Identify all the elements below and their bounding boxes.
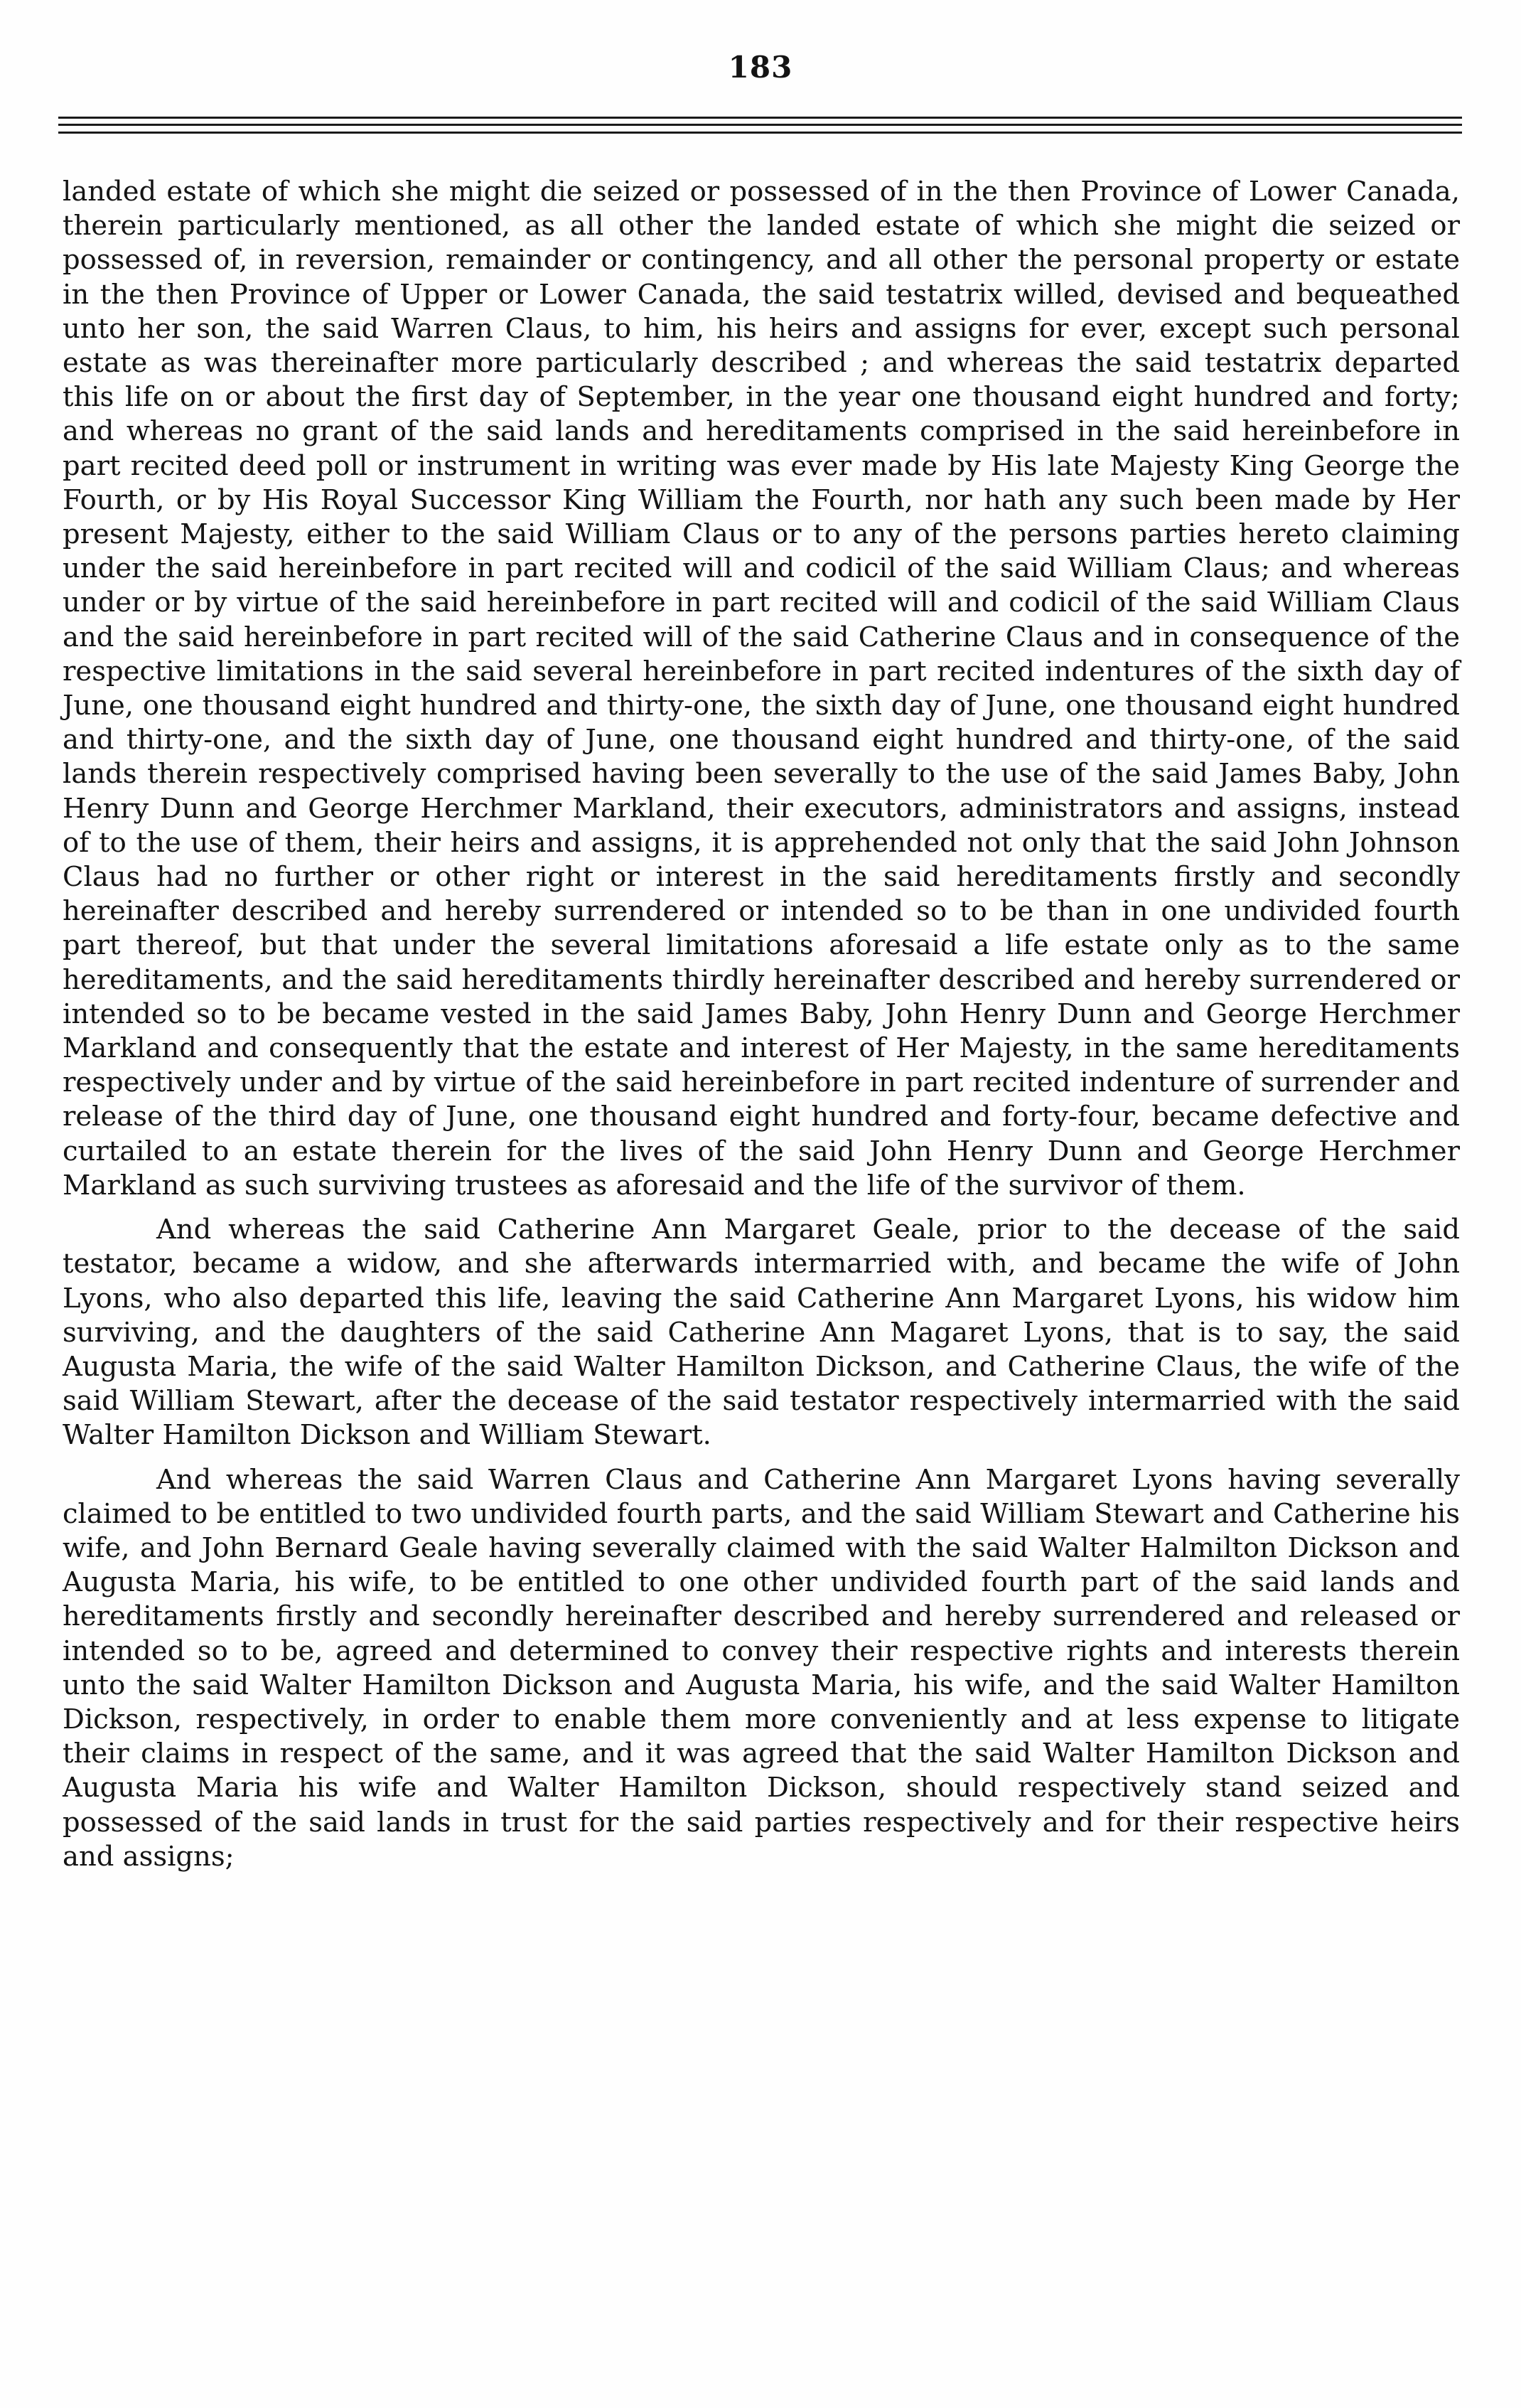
header-rule-middle (58, 124, 1462, 126)
header-rule-top (58, 117, 1462, 119)
paragraph-continued: landed estate of which she might die seized or possessed of in the then Province of Lower Canada, therein particularly mentioned, as all other the landed estate of which she might die seized or possessed of, in reversion, remainder or contingency, and all other the personal property or estate in the then Province of Upper or Lower Canada, the said testatrix willed, devised and bequeathed unto her son, the said Warren Claus, to him, his heirs and assigns for ever, except such personal estate as was thereinafter more particularly described ; and whereas the said testatrix departed this life on or about the first day of September, in the year one thousand eight hundred and forty; and whereas no grant of the said lands and hereditaments comprised in the said hereinbefore in part recited deed poll or instrument in writing was ever made by His late Majesty King George the Fourth, or by His Royal Successor King William the Fourth, nor hath any such been made by Her present Majesty, either to the said William Claus or to any of the persons parties hereto claiming under the said hereinbefore in part recited will and codicil of the said William Claus; and whereas under or by virtue of the said hereinbefore in part recited will and codicil of the said William Claus and the said hereinbefore in part recited will of the said Catherine Claus and in consequence of the respective limitations in the said several hereinbefore in part recited indentures of the sixth day of June, one thousand eight hundred and thirty-one, the sixth day of June, one thousand eight hundred and thirty-one, and the sixth day of June, one thousand eight hundred and thirty-one, of the said lands therein respectively comprised having been severally to the use of the said James Baby, John Henry Dunn and George Herchmer Markland, their executors, administrators and assigns, instead of to the use of them, their heirs and assigns, it is apprehended not only that the said John Johnson Claus had no further or other right or interest in the said hereditaments firstly and secondly hereinafter described and hereby surrendered or intended so to be than in one undivided fourth part thereof, but that under the several limitations aforesaid a life estate only as to the same hereditaments, and the said hereditaments thirdly hereinafter described and hereby surrendered or intended so to be became vested in the said James Baby, John Henry Dunn and George Herchmer Markland and consequently that the estate and interest of Her Majesty, in the same hereditaments respectively under and by virtue of the said hereinbefore in part recited indenture of surrender and release of the third day of June, one thousand eight hundred and forty-four, became defective and curtailed to an estate therein for the lives of the said John Henry Dunn and George Herchmer Markland as such surviving trustees as aforesaid and the life of the survivor of them. (63, 176, 1460, 1202)
paragraph: And whereas the said Catherine Ann Margaret Geale, prior to the decease of the said testator, became a widow, and she afterwards intermarried with, and became the wife of John Lyons, who also departed this life, leaving the said Catherine Ann Margaret Lyons, his widow him surviving, and the daughters of the said Catherine Ann Magaret Lyons, that is to say, the said Augusta Maria, the wife of the said Walter Hamilton Dickson, and Catherine Claus, the wife of the said William Stewart, after the decease of the said testator respectively intermarried with the said Walter Hamilton Dickson and William Stewart. (63, 1214, 1460, 1452)
paragraph: And whereas the said Warren Claus and Catherine Ann Margaret Lyons having severally claimed to be entitled to two undivided fourth parts, and the said William Stewart and Catherine his wife, and John Bernard Geale having severally claimed with the said Walter Halmilton Dickson and Augusta Maria, his wife, to be entitled to one other undivided fourth part of the said lands and hereditaments firstly and secondly hereinafter described and hereby surrendered and released or intended so to be, agreed and determined to convey their respective rights and interests therein unto the said Walter Hamilton Dickson and Augusta Maria, his wife, and the said Walter Hamilton Dickson, respectively, in order to enable them more conveniently and at less expense to litigate their claims in respect of the same, and it was agreed that the said Walter Hamilton Dickson and Augusta Maria his wife and Walter Hamilton Dickson, should respectively stand seized and possessed of the said lands in trust for the said parties respectively and for their respective heirs and assigns; (63, 1463, 1460, 1873)
page-number: 183 (728, 50, 793, 85)
body-text (63, 175, 1460, 1874)
header-rule-bottom (58, 132, 1462, 134)
